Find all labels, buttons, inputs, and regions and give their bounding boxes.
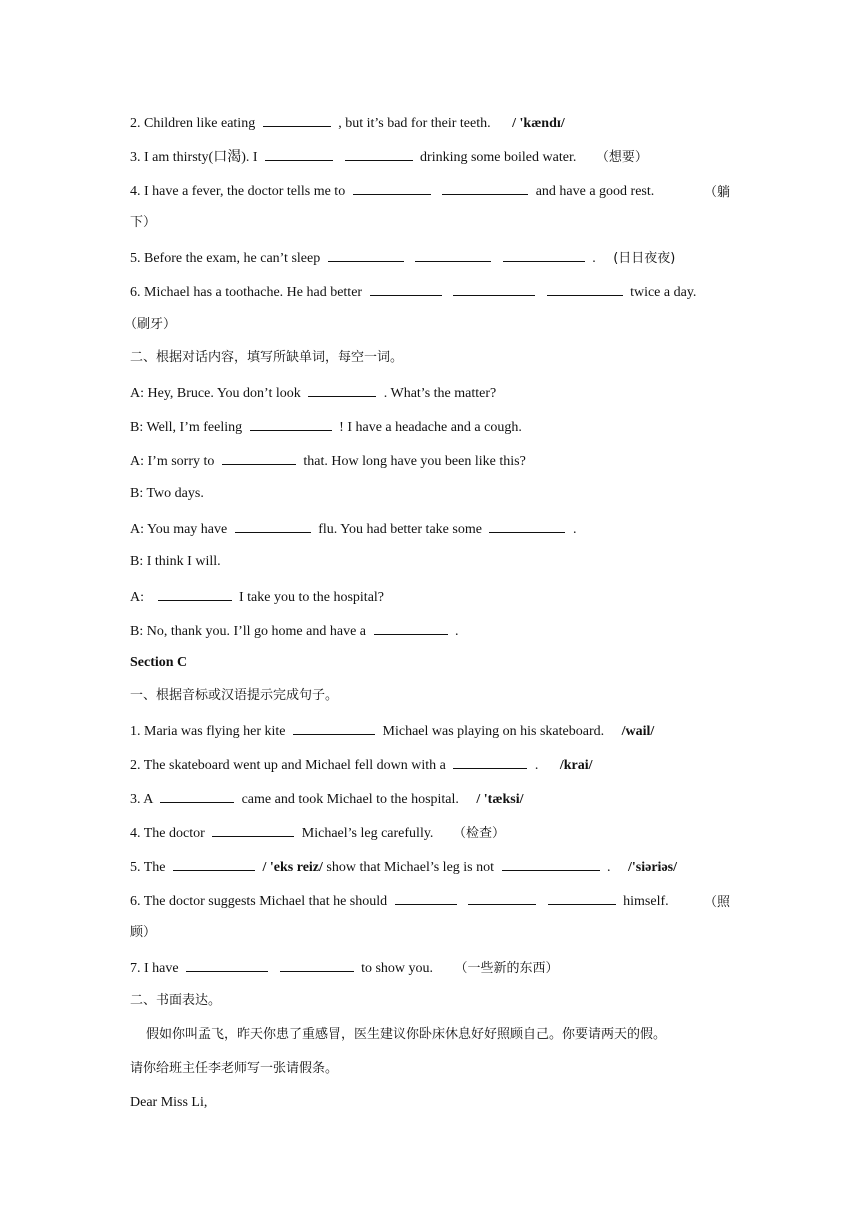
line-text: 2. Children like eating (130, 116, 256, 131)
phonetic-hint: /wail/ (621, 724, 655, 739)
exercise-line-c3 (130, 789, 523, 809)
chinese-hint-cont: （刷牙） (124, 317, 177, 332)
phonetic-hint: /'siəriəs/ (628, 860, 678, 875)
exercise-line-2 (130, 113, 565, 133)
answer-blank[interactable] (353, 181, 431, 195)
line-text: B: Two days. (130, 486, 204, 501)
line-text: A: Hey, Bruce. You don’t look (130, 386, 301, 401)
exercise-line-c5 (130, 857, 677, 877)
line-text: B: I think I will. (130, 554, 221, 569)
answer-blank[interactable] (502, 857, 600, 871)
answer-blank[interactable] (160, 789, 234, 803)
line-text: I take you to the hospital? (239, 590, 385, 605)
dialogue-line (130, 519, 576, 539)
line-text: , but it’s bad for their teeth. (338, 116, 491, 131)
line-text: ! I have a headache and a cough. (339, 420, 522, 435)
dialogue-line (130, 587, 384, 607)
line-text: A: (130, 590, 144, 605)
section-heading: 二、书面表达。 (130, 993, 222, 1008)
chinese-hint: （照 (704, 895, 731, 910)
dialogue-line (130, 383, 496, 403)
line-text: twice a day. (630, 285, 697, 300)
answer-blank[interactable] (308, 383, 376, 397)
answer-blank[interactable] (235, 519, 311, 533)
exercise-line-6 (130, 282, 696, 302)
answer-blank[interactable] (186, 958, 268, 972)
line-text: 2. The skateboard went up and Michael fell down with a (130, 758, 446, 773)
answer-blank[interactable] (442, 181, 528, 195)
exercise-line-c2 (130, 755, 593, 775)
line-text: 5. The (130, 860, 166, 875)
chinese-hint-cont: 下） (130, 215, 157, 230)
answer-blank[interactable] (212, 823, 294, 837)
answer-blank[interactable] (503, 248, 585, 262)
phonetic-hint: / 'kændɪ/ (512, 116, 565, 131)
answer-blank[interactable] (280, 958, 354, 972)
phonetic-hint: / 'tæksi/ (476, 792, 524, 807)
line-text: 1. Maria was flying her kite (130, 724, 286, 739)
exercise-line-c1 (130, 721, 654, 741)
dialogue-line (130, 485, 204, 503)
section-title: Section C (130, 655, 188, 670)
exercise-line-5 (130, 248, 675, 268)
line-text: Michael was playing on his skateboard. (382, 724, 605, 739)
writing-prompt: 假如你叫孟飞，昨天你患了重感冒，医生建议你卧床休息好好照顾自己。你要请两天的假。 (146, 1027, 667, 1042)
answer-blank[interactable] (453, 282, 535, 296)
line-text: that. How long have you been like this? (303, 454, 526, 469)
line-text: 4. I have a fever, the doctor tells me to (130, 184, 346, 199)
line-text: . What’s the matter? (383, 386, 497, 401)
answer-blank[interactable] (453, 755, 527, 769)
line-text: A: You may have (130, 522, 228, 537)
line-text: 7. I have (130, 961, 179, 976)
line-text: . (455, 624, 459, 639)
answer-blank[interactable] (415, 248, 491, 262)
line-text: B: Well, I’m feeling (130, 420, 243, 435)
answer-blank[interactable] (370, 282, 442, 296)
line-text: . (534, 758, 539, 773)
line-text: . (572, 522, 577, 537)
line-text: 6. Michael has a toothache. He had better (130, 285, 363, 300)
chinese-hint: （想要） (595, 150, 648, 165)
phonetic-hint: /krai/ (559, 758, 593, 773)
chinese-hint: (日日夜夜) (613, 251, 676, 266)
letter-greeting: Dear Miss Li, (130, 1095, 208, 1110)
line-text: drinking some boiled water. (420, 150, 577, 165)
line-text: B: No, thank you. I’ll go home and have a (130, 624, 367, 639)
dialogue-line (130, 553, 221, 571)
exercise-line-c4 (130, 823, 505, 843)
answer-blank[interactable] (158, 587, 232, 601)
answer-blank[interactable] (395, 891, 457, 905)
dialogue-line (130, 417, 522, 437)
chinese-hint-cont: 顾） (130, 925, 157, 940)
answer-blank[interactable] (468, 891, 536, 905)
line-text: show that Michael’s leg is not (326, 860, 495, 875)
line-text: A: I’m sorry to (130, 454, 215, 469)
exercise-line-3 (130, 147, 648, 167)
line-text: 6. The doctor suggests Michael that he should (130, 894, 388, 909)
line-text: flu. You had better take some (318, 522, 482, 537)
phonetic-hint: / 'eks reiz/ (262, 860, 323, 875)
line-text: 3. I am thirsty(口渴). I (130, 150, 258, 165)
dialogue-line (130, 451, 526, 471)
line-text: . (607, 860, 611, 875)
answer-blank[interactable] (345, 147, 413, 161)
line-text: himself. (623, 894, 669, 909)
answer-blank[interactable] (547, 282, 623, 296)
section-heading: 二、根据对话内容，填写所缺单词，每空一词。 (130, 350, 404, 365)
line-text: 4. The doctor (130, 826, 205, 841)
answer-blank[interactable] (222, 451, 296, 465)
section-heading: 一、根据音标或汉语提示完成句子。 (130, 688, 339, 703)
answer-blank[interactable] (173, 857, 255, 871)
answer-blank[interactable] (265, 147, 333, 161)
chinese-hint: （检查） (452, 826, 505, 841)
line-text: came and took Michael to the hospital. (241, 792, 459, 807)
line-text: Michael’s leg carefully. (301, 826, 434, 841)
exercise-line-c7 (130, 958, 559, 978)
writing-prompt-cont: 请你给班主任李老师写一张请假条。 (130, 1061, 339, 1076)
answer-blank[interactable] (250, 417, 332, 431)
answer-blank[interactable] (293, 721, 375, 735)
line-text: 3. A (130, 792, 153, 807)
line-text: . (592, 251, 596, 266)
answer-blank[interactable] (489, 519, 565, 533)
exercise-line-c6 (130, 891, 669, 911)
line-text: to show you. (361, 961, 434, 976)
exercise-line-4 (130, 181, 654, 201)
chinese-hint: （躺 (704, 185, 731, 200)
answer-blank[interactable] (328, 248, 404, 262)
line-text: 5. Before the exam, he can’t sleep (130, 251, 321, 266)
chinese-hint: （一些新的东西） (454, 961, 559, 976)
line-text: and have a good rest. (535, 184, 655, 199)
dialogue-line (130, 621, 459, 641)
answer-blank[interactable] (548, 891, 616, 905)
answer-blank[interactable] (374, 621, 448, 635)
answer-blank[interactable] (263, 113, 331, 127)
